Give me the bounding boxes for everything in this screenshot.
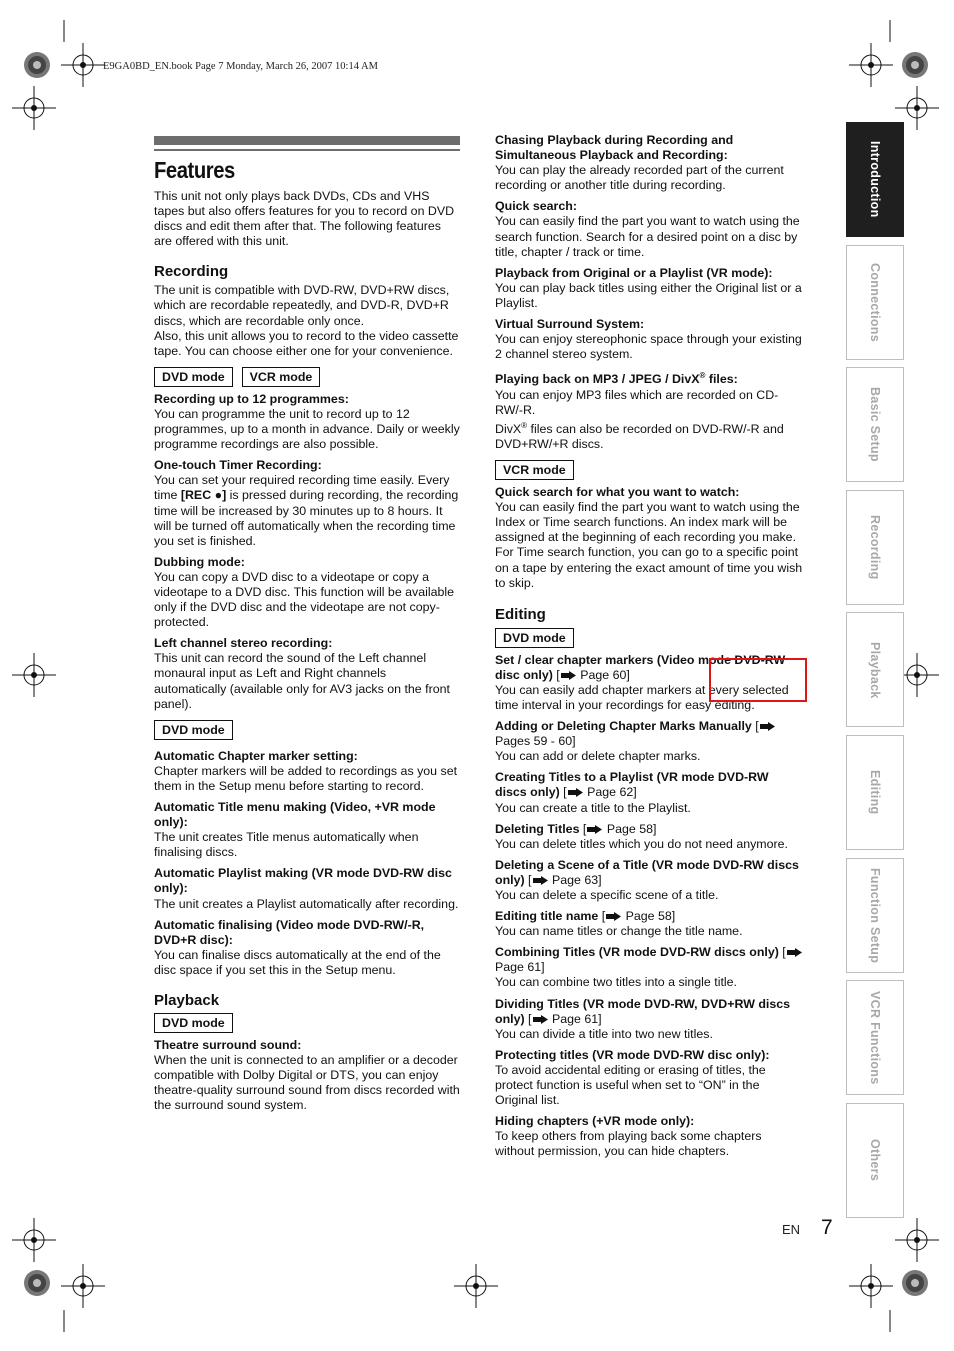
- editing-item: [495, 858, 803, 903]
- feature-text: Chapter markers will be added to recordings as you set them in the Setup menu before starting to record.: [154, 763, 458, 793]
- feature-title-part: Playing back on MP3 / JPEG / DivX: [495, 372, 700, 387]
- dvd-mode-badge: DVD mode: [495, 628, 574, 648]
- tab-function-setup[interactable]: [846, 858, 904, 973]
- mode-labels: [154, 720, 460, 740]
- feature-title: [495, 909, 803, 924]
- page-reference-text[interactable]: Page 62: [587, 785, 634, 800]
- feature-item: [154, 749, 460, 794]
- feature-text: You can finalise discs automatically at the end of the disc space if you set this in the Setup menu.: [154, 947, 441, 977]
- mode-labels: [154, 367, 460, 387]
- tab-label: Basic Setup: [868, 387, 882, 463]
- feature-text: You can copy a DVD disc to a videotape or copy a videotape to a DVD disc. This function will be available only if the DVD disc and the videotape are not copy-protected.: [154, 569, 455, 630]
- page-reference[interactable]: [ Page 63]: [524, 872, 602, 887]
- feature-text-part: DivX: [495, 421, 522, 436]
- dvd-mode-badge: DVD mode: [154, 1013, 233, 1033]
- tab-others[interactable]: [846, 1103, 904, 1218]
- feature-item: [495, 317, 803, 362]
- page-ref-arrow-icon: [532, 1015, 549, 1024]
- feature-item: [154, 458, 460, 549]
- feature-text: The unit creates a Playlist automatically after recording.: [154, 896, 459, 911]
- mode-labels: [495, 628, 803, 648]
- tab-basic-setup[interactable]: [846, 367, 904, 482]
- feature-item: [154, 800, 460, 860]
- page-reference[interactable]: [ Page 61]: [524, 1011, 602, 1026]
- language-code: EN: [782, 1222, 801, 1237]
- feature-title-text: Editing title name: [495, 909, 599, 924]
- feature-text: You can play the already recorded part of the current recording or another title during recording.: [495, 163, 784, 193]
- feature-title: Chasing Playback during Recording and Simultaneous Playback and Recording:: [495, 133, 734, 163]
- tab-label: Recording: [868, 515, 882, 580]
- feature-title: [495, 997, 803, 1027]
- page-reference[interactable]: [ Pages 59 - 60]: [495, 719, 776, 748]
- page-reference[interactable]: [ Page 58]: [598, 909, 676, 924]
- feature-title: [495, 770, 803, 800]
- feature-title: Recording up to 12 programmes:: [154, 391, 349, 406]
- feature-title: [495, 1048, 803, 1063]
- mode-labels: [154, 1013, 460, 1033]
- editing-list: [495, 653, 803, 1160]
- page-ref-arrow-icon: [605, 912, 622, 921]
- recording-body: The unit is compatible with DVD-RW, DVD+RW discs, which are recordable repeatedly, and DVD-R, DVD+R discs, which are recordable only once.: [154, 283, 450, 328]
- feature-text: The unit creates Title menus automatically when finalising discs.: [154, 830, 419, 860]
- page-ref-arrow-icon: [586, 825, 603, 834]
- feature-text: [495, 418, 803, 452]
- page-number: 7: [821, 1216, 833, 1239]
- feature-item: [154, 392, 460, 452]
- tab-recording[interactable]: [846, 490, 904, 605]
- feature-title: [495, 368, 803, 387]
- recording-heading: Recording: [154, 263, 229, 281]
- feature-item: [495, 199, 803, 259]
- tab-introduction[interactable]: [846, 122, 904, 237]
- feature-title: Automatic Title menu making (Video, +VR mode only):: [154, 800, 436, 830]
- feature-text: When the unit is connected to an amplifier or a decoder compatible with Dolby Digital or DTS, you can enjoy theatre-quality surround sound from discs recorded with the surround sound system.: [154, 1053, 460, 1113]
- feature-title-text: Protecting titles (VR mode DVD-RW disc only):: [495, 1047, 770, 1062]
- page-reference[interactable]: [ Page 61]: [495, 945, 803, 974]
- mode-labels: [495, 460, 803, 480]
- page-reference-text[interactable]: Page 58: [606, 821, 653, 836]
- page-reference[interactable]: [ Page 60]: [552, 667, 630, 682]
- feature-title-text: Dividing Titles (VR mode DVD-RW, DVD+RW discs only): [495, 996, 791, 1026]
- vcr-mode-badge: VCR mode: [242, 367, 321, 387]
- feature-text: You can delete a specific scene of a title.: [495, 888, 719, 902]
- page-title: Features: [154, 157, 235, 183]
- page-reference-text[interactable]: Page 58: [625, 909, 672, 924]
- feature-text: You can enjoy MP3 files which are recorded on CD-RW/-R.: [495, 387, 779, 417]
- feature-title: [495, 858, 803, 888]
- title-bar: [154, 136, 460, 145]
- editing-item: [495, 1114, 803, 1159]
- tab-label: Editing: [868, 770, 882, 815]
- feature-title: [495, 719, 803, 749]
- editing-item: [495, 719, 803, 764]
- left-column: [154, 130, 460, 1114]
- feature-text: You can enjoy stereophonic space through your existing 2 channel stereo system.: [495, 332, 802, 362]
- page-reference[interactable]: [ Page 62]: [559, 785, 637, 800]
- feature-text: You can programme the unit to record up to 12 programmes, up to a month in advance. Daily or weekly programme recordings are also possible.: [154, 406, 460, 452]
- tab-label: Playback: [868, 641, 882, 699]
- feature-text-part: is pressed during recording, the recording time will be increased by 30 minutes up to 8 hours. It will be turned off automatically when the recording time you set is finished.: [154, 488, 459, 548]
- rec-button-label: [REC ●]: [180, 488, 227, 503]
- feature-item: [154, 636, 460, 711]
- page-reference-text[interactable]: Pages 59 - 60: [495, 734, 573, 749]
- registered-mark: ®: [699, 371, 706, 381]
- highlight-box: [709, 658, 807, 702]
- editing-item: [495, 822, 803, 852]
- feature-text: You can play back titles using either the Original list or a Playlist.: [495, 280, 802, 310]
- feature-text: You can easily add chapter markers at every selected time interval in your recordings for easy editing.: [495, 682, 789, 712]
- feature-text: You can easily find the part you want to watch using the Index or Time search functions. An index mark will be assigned at the beginning of each recording you make. For Time search function, you can go to a specific point on a tape by entering the exact amount of time you wish to skip.: [495, 500, 803, 590]
- feature-title: Automatic Playlist making (VR mode DVD-RW disc only):: [154, 866, 452, 896]
- tab-editing[interactable]: [846, 735, 904, 850]
- feature-text: You can combine two titles into a single title.: [495, 975, 737, 990]
- page-reference[interactable]: [ Page 58]: [579, 821, 657, 836]
- dvd-mode-badge: DVD mode: [154, 367, 233, 387]
- feature-item: [495, 133, 803, 193]
- tab-connections[interactable]: [846, 245, 904, 360]
- page-reference-text[interactable]: Page 61: [495, 960, 542, 975]
- feature-title: One-touch Timer Recording:: [154, 458, 322, 473]
- feature-title: [495, 1114, 803, 1129]
- feature-title: Playback from Original or a Playlist (VR mode):: [495, 265, 773, 280]
- tab-vcr-functions[interactable]: [846, 980, 904, 1095]
- page-ref-arrow-icon: [786, 948, 803, 957]
- feature-text-part: files can also be recorded on DVD-RW/-R and DVD+RW/+R discs.: [495, 421, 784, 451]
- playback-heading: Playback: [154, 992, 220, 1010]
- feature-item: [495, 266, 803, 311]
- feature-title-text: Creating Titles to a Playlist (VR mode DVD-RW discs only): [495, 770, 769, 800]
- page-reference-text[interactable]: Page 60: [580, 667, 627, 682]
- editing-item: [495, 909, 803, 939]
- feature-title-text: Set / clear chapter markers (Video mode DVD-RW disc only): [495, 652, 786, 682]
- intro-text: This unit not only plays back DVDs, CDs and VHS tapes but also offers features for you to record on DVD discs and edit them after that. The following features are offered with this unit.: [154, 189, 455, 249]
- tab-label: Connections: [868, 262, 882, 342]
- page-ref-arrow-icon: [759, 722, 776, 731]
- editing-item: [495, 997, 803, 1042]
- page-ref-arrow-icon: [567, 788, 584, 797]
- right-column: [495, 130, 803, 1160]
- page-ref-arrow-icon: [532, 876, 549, 885]
- page-ref-arrow-icon: [560, 671, 577, 680]
- feature-text: [154, 473, 460, 548]
- editing-item: [495, 1048, 803, 1108]
- feature-title: Quick search for what you want to watch:: [495, 485, 740, 500]
- feature-title: Quick search:: [495, 199, 577, 214]
- feature-text: You can add or delete chapter marks.: [495, 749, 701, 764]
- feature-title: Automatic Chapter marker setting:: [154, 748, 358, 763]
- feature-item: [154, 1038, 460, 1113]
- feature-title-text: Hiding chapters (+VR mode only):: [495, 1114, 695, 1129]
- feature-title-text: Adding or Deleting Chapter Marks Manually: [495, 719, 752, 734]
- tab-label: Introduction: [868, 141, 882, 218]
- feature-text: This unit can record the sound of the Left channel monaural input as Left and Right channels automatically (available only for AV3 jacks on the front panel).: [154, 651, 450, 711]
- feature-item: [154, 555, 460, 630]
- feature-title: Dubbing mode:: [154, 554, 245, 569]
- feature-title-text: Combining Titles (VR mode DVD-RW discs only): [495, 945, 779, 960]
- feature-title-text: Deleting a Scene of a Title (VR mode DVD-RW discs only): [495, 857, 799, 887]
- page-reference-text[interactable]: Page 61: [551, 1011, 599, 1026]
- feature-title: Theatre surround sound:: [154, 1038, 302, 1053]
- feature-title-part: files:: [705, 372, 738, 387]
- feature-text-part: You can set your required recording time easily. Every time: [154, 473, 450, 503]
- feature-item: [154, 918, 460, 978]
- feature-title-text: Deleting Titles: [495, 821, 580, 836]
- book-header: E9GA0BD_EN.book Page 7 Monday, March 26, 2007 10:14 AM: [103, 61, 378, 72]
- tab-playback[interactable]: [846, 612, 904, 727]
- feature-title: Left channel stereo recording:: [154, 636, 333, 651]
- feature-item: [495, 485, 803, 591]
- feature-title: [495, 822, 803, 837]
- tab-label: Others: [868, 1139, 882, 1182]
- feature-item: [154, 866, 460, 911]
- editing-heading: Editing: [495, 605, 546, 623]
- dvd-mode-badge: DVD mode: [154, 720, 233, 740]
- feature-text: You can easily find the part you want to watch using the search function. Search for a desired point on a disc by title, chapter / track or time.: [495, 214, 800, 259]
- tab-label: VCR Functions: [868, 990, 882, 1085]
- feature-item: [495, 368, 803, 452]
- tab-label: Function Setup: [868, 867, 882, 963]
- registered-mark: ®: [521, 420, 528, 430]
- feature-text: You can create a title to the Playlist.: [495, 800, 691, 815]
- vcr-mode-badge: VCR mode: [495, 460, 574, 480]
- feature-title: Virtual Surround System:: [495, 317, 645, 332]
- feature-text: To avoid accidental editing or erasing of titles, the protect function is useful when set to “ON” in the Original list.: [495, 1062, 766, 1108]
- editing-item: [495, 770, 803, 815]
- page-reference-text[interactable]: Page 63: [551, 872, 599, 887]
- feature-text: To keep others from playing back some chapters without permission, you can hide chapters.: [495, 1129, 762, 1159]
- feature-title: Automatic finalising (Video mode DVD-RW/-R, DVD+R disc):: [154, 917, 425, 947]
- editing-item: [495, 945, 803, 990]
- title-rule: [154, 149, 460, 151]
- feature-text: You can name titles or change the title name.: [495, 924, 743, 939]
- feature-text: You can divide a title into two new titles.: [495, 1026, 713, 1041]
- recording-body: Also, this unit allows you to record to the video cassette tape. You can choose either one for your convenience.: [154, 328, 459, 358]
- feature-text: You can delete titles which you do not need anymore.: [495, 836, 788, 851]
- feature-title: [495, 945, 803, 975]
